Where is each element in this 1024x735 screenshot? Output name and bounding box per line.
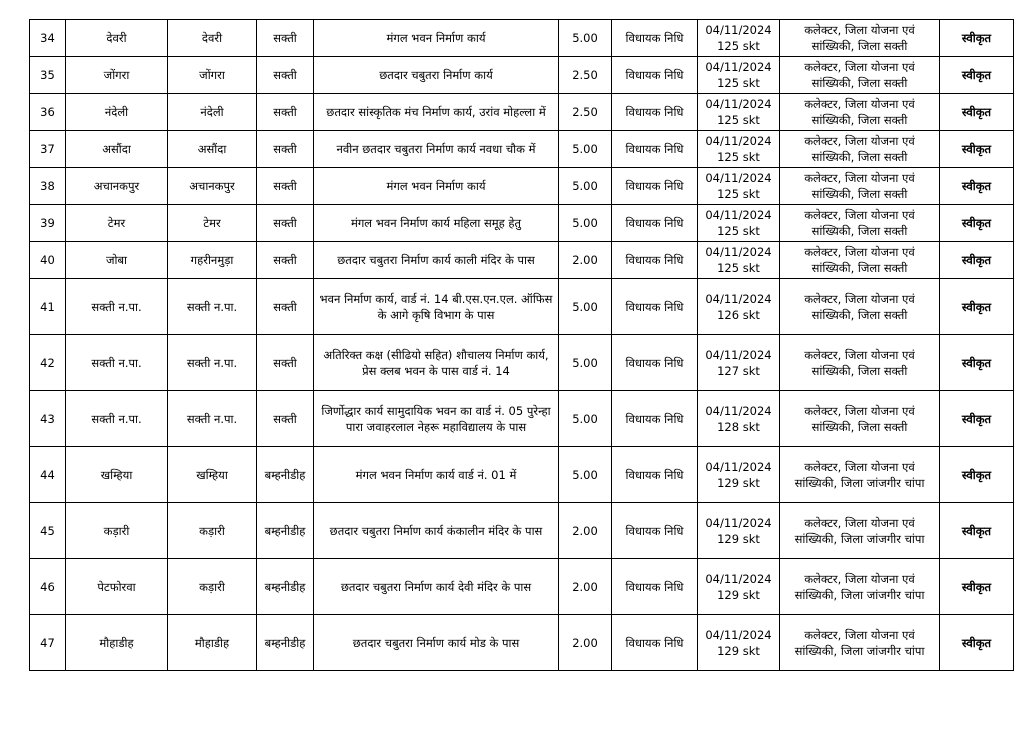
panchayat-cell: गहरीनमुड़ा bbox=[168, 242, 257, 279]
table-row bbox=[30, 57, 1014, 94]
status-cell: स्वीकृत bbox=[940, 168, 1014, 205]
status-cell: स्वीकृत bbox=[940, 335, 1014, 391]
block-cell: सक्ती bbox=[257, 131, 314, 168]
work-description-cell: छतदार चबुतरा निर्माण कार्य कंकालीन मंदिर के पास bbox=[314, 503, 559, 559]
serial-number-cell: 47 bbox=[30, 615, 66, 671]
serial-number-cell: 39 bbox=[30, 205, 66, 242]
block-cell: सक्ती bbox=[257, 168, 314, 205]
sanction-date-cell bbox=[698, 94, 780, 131]
status-cell: स्वीकृत bbox=[940, 503, 1014, 559]
block-cell: बम्हनीडीह bbox=[257, 503, 314, 559]
village-cell: पेटफोरवा bbox=[66, 559, 168, 615]
authority-cell: कलेक्टर, जिला योजना एवं सांख्यिकी, जिला सक्ती bbox=[780, 57, 940, 94]
block-cell: सक्ती bbox=[257, 391, 314, 447]
fund-source-cell: विधायक निधि bbox=[612, 131, 698, 168]
sanction-date-cell bbox=[698, 57, 780, 94]
sanction-date: 04/11/2024 bbox=[705, 60, 772, 74]
sanction-date-cell bbox=[698, 168, 780, 205]
block-cell: सक्ती bbox=[257, 94, 314, 131]
panchayat-cell: कड़ारी bbox=[168, 503, 257, 559]
order-number: 129 skt bbox=[717, 643, 760, 658]
work-description-cell: छतदार चबुतरा निर्माण कार्य bbox=[314, 57, 559, 94]
amount-cell: 2.50 bbox=[559, 57, 612, 94]
panchayat-cell: कड़ारी bbox=[168, 559, 257, 615]
block-cell: सक्ती bbox=[257, 335, 314, 391]
fund-source-cell: विधायक निधि bbox=[612, 20, 698, 57]
sanction-date: 04/11/2024 bbox=[705, 245, 772, 259]
fund-source-cell: विधायक निधि bbox=[612, 503, 698, 559]
serial-number-cell: 42 bbox=[30, 335, 66, 391]
authority-cell: कलेक्टर, जिला योजना एवं सांख्यिकी, जिला सक्ती bbox=[780, 335, 940, 391]
sanction-date-cell bbox=[698, 447, 780, 503]
block-cell: सक्ती bbox=[257, 242, 314, 279]
block-cell: बम्हनीडीह bbox=[257, 615, 314, 671]
work-description-cell: जिर्णोद्धार कार्य सामुदायिक भवन का वार्ड नं. 05 पुरेन्हा पारा जवाहरलाल नेहरू महाविद्यालय के पास bbox=[314, 391, 559, 447]
amount-cell: 2.00 bbox=[559, 503, 612, 559]
table-row bbox=[30, 503, 1014, 559]
work-description-cell: मंगल भवन निर्माण कार्य महिला समूह हेतु bbox=[314, 205, 559, 242]
fund-source-cell: विधायक निधि bbox=[612, 279, 698, 335]
serial-number-cell: 38 bbox=[30, 168, 66, 205]
amount-cell: 5.00 bbox=[559, 131, 612, 168]
table-body bbox=[30, 20, 1014, 671]
order-number: 125 skt bbox=[717, 187, 760, 201]
panchayat-cell: सक्ती न.पा. bbox=[168, 391, 257, 447]
village-cell: टेमर bbox=[66, 205, 168, 242]
authority-cell: कलेक्टर, जिला योजना एवं सांख्यिकी, जिला सक्ती bbox=[780, 391, 940, 447]
sanction-date: 04/11/2024 bbox=[705, 291, 772, 306]
village-cell: खम्हिया bbox=[66, 447, 168, 503]
sanction-date-cell bbox=[698, 205, 780, 242]
fund-source-cell: विधायक निधि bbox=[612, 391, 698, 447]
table-row bbox=[30, 279, 1014, 335]
order-number: 125 skt bbox=[717, 150, 760, 164]
authority-cell: कलेक्टर, जिला योजना एवं सांख्यिकी, जिला सक्ती bbox=[780, 279, 940, 335]
sanction-date-cell bbox=[698, 503, 780, 559]
sanction-date-cell bbox=[698, 391, 780, 447]
village-cell: असौंदा bbox=[66, 131, 168, 168]
order-number: 125 skt bbox=[717, 224, 760, 238]
order-number: 129 skt bbox=[717, 475, 760, 490]
village-cell: नंदेली bbox=[66, 94, 168, 131]
table-row bbox=[30, 391, 1014, 447]
status-cell: स्वीकृत bbox=[940, 94, 1014, 131]
fund-source-cell: विधायक निधि bbox=[612, 168, 698, 205]
table-row bbox=[30, 94, 1014, 131]
order-number: 125 skt bbox=[717, 76, 760, 90]
panchayat-cell: असौंदा bbox=[168, 131, 257, 168]
village-cell: जोबा bbox=[66, 242, 168, 279]
village-cell: देवरी bbox=[66, 20, 168, 57]
village-cell: जोंगरा bbox=[66, 57, 168, 94]
work-description-cell: छतदार सांस्कृतिक मंच निर्माण कार्य, उरांव मोहल्ला में bbox=[314, 94, 559, 131]
panchayat-cell: अचानकपुर bbox=[168, 168, 257, 205]
status-cell: स्वीकृत bbox=[940, 615, 1014, 671]
sanction-date: 04/11/2024 bbox=[705, 134, 772, 148]
serial-number-cell: 41 bbox=[30, 279, 66, 335]
table-row bbox=[30, 615, 1014, 671]
status-cell: स्वीकृत bbox=[940, 279, 1014, 335]
sanction-date-cell bbox=[698, 279, 780, 335]
sanction-date-cell bbox=[698, 615, 780, 671]
status-cell: स्वीकृत bbox=[940, 559, 1014, 615]
status-cell: स्वीकृत bbox=[940, 447, 1014, 503]
sanction-date: 04/11/2024 bbox=[705, 571, 772, 586]
amount-cell: 5.00 bbox=[559, 168, 612, 205]
authority-cell: कलेक्टर, जिला योजना एवं सांख्यिकी, जिला सक्ती bbox=[780, 131, 940, 168]
fund-source-cell: विधायक निधि bbox=[612, 94, 698, 131]
amount-cell: 5.00 bbox=[559, 335, 612, 391]
sanction-date: 04/11/2024 bbox=[705, 347, 772, 362]
panchayat-cell: जोंगरा bbox=[168, 57, 257, 94]
status-cell: स्वीकृत bbox=[940, 20, 1014, 57]
authority-cell: कलेक्टर, जिला योजना एवं सांख्यिकी, जिला जांजगीर चांपा bbox=[780, 559, 940, 615]
amount-cell: 5.00 bbox=[559, 447, 612, 503]
status-cell: स्वीकृत bbox=[940, 205, 1014, 242]
village-cell: अचानकपुर bbox=[66, 168, 168, 205]
amount-cell: 2.50 bbox=[559, 94, 612, 131]
village-cell: सक्ती न.पा. bbox=[66, 391, 168, 447]
table-row bbox=[30, 242, 1014, 279]
block-cell: सक्ती bbox=[257, 20, 314, 57]
amount-cell: 5.00 bbox=[559, 391, 612, 447]
authority-cell: कलेक्टर, जिला योजना एवं सांख्यिकी, जिला सक्ती bbox=[780, 20, 940, 57]
sanction-date-cell bbox=[698, 242, 780, 279]
table-row bbox=[30, 335, 1014, 391]
order-number: 125 skt bbox=[717, 113, 760, 127]
panchayat-cell: देवरी bbox=[168, 20, 257, 57]
amount-cell: 2.00 bbox=[559, 242, 612, 279]
serial-number-cell: 43 bbox=[30, 391, 66, 447]
fund-source-cell: विधायक निधि bbox=[612, 559, 698, 615]
work-description-cell: छतदार चबुतरा निर्माण कार्य देवी मंदिर के पास bbox=[314, 559, 559, 615]
amount-cell: 5.00 bbox=[559, 205, 612, 242]
sanction-date-cell bbox=[698, 131, 780, 168]
order-number: 128 skt bbox=[717, 419, 760, 434]
village-cell: मौहाडीह bbox=[66, 615, 168, 671]
panchayat-cell: नंदेली bbox=[168, 94, 257, 131]
fund-source-cell: विधायक निधि bbox=[612, 615, 698, 671]
sanction-date-cell bbox=[698, 20, 780, 57]
sanction-date: 04/11/2024 bbox=[705, 23, 772, 37]
amount-cell: 2.00 bbox=[559, 615, 612, 671]
table-row bbox=[30, 20, 1014, 57]
sanction-date: 04/11/2024 bbox=[705, 627, 772, 642]
authority-cell: कलेक्टर, जिला योजना एवं सांख्यिकी, जिला सक्ती bbox=[780, 242, 940, 279]
serial-number-cell: 36 bbox=[30, 94, 66, 131]
order-number: 129 skt bbox=[717, 587, 760, 602]
work-description-cell: मंगल भवन निर्माण कार्य वार्ड नं. 01 में bbox=[314, 447, 559, 503]
status-cell: स्वीकृत bbox=[940, 242, 1014, 279]
status-cell: स्वीकृत bbox=[940, 57, 1014, 94]
serial-number-cell: 46 bbox=[30, 559, 66, 615]
sanction-date: 04/11/2024 bbox=[705, 515, 772, 530]
work-description-cell: भवन निर्माण कार्य, वार्ड नं. 14 बी.एस.एन.एल. ऑफिस के आगे कृषि विभाग के पास bbox=[314, 279, 559, 335]
serial-number-cell: 40 bbox=[30, 242, 66, 279]
order-number: 125 skt bbox=[717, 39, 760, 53]
block-cell: सक्ती bbox=[257, 57, 314, 94]
fund-source-cell: विधायक निधि bbox=[612, 335, 698, 391]
sanction-date-cell bbox=[698, 335, 780, 391]
order-number: 127 skt bbox=[717, 363, 760, 378]
serial-number-cell: 35 bbox=[30, 57, 66, 94]
amount-cell: 2.00 bbox=[559, 559, 612, 615]
village-cell: कड़ारी bbox=[66, 503, 168, 559]
panchayat-cell: टेमर bbox=[168, 205, 257, 242]
panchayat-cell: खम्हिया bbox=[168, 447, 257, 503]
fund-source-cell: विधायक निधि bbox=[612, 447, 698, 503]
authority-cell: कलेक्टर, जिला योजना एवं सांख्यिकी, जिला जांजगीर चांपा bbox=[780, 503, 940, 559]
amount-cell: 5.00 bbox=[559, 279, 612, 335]
sanction-date: 04/11/2024 bbox=[705, 208, 772, 222]
serial-number-cell: 45 bbox=[30, 503, 66, 559]
block-cell: सक्ती bbox=[257, 279, 314, 335]
table-row bbox=[30, 447, 1014, 503]
work-description-cell: नवीन छतदार चबुतरा निर्माण कार्य नवधा चौक में bbox=[314, 131, 559, 168]
serial-number-cell: 37 bbox=[30, 131, 66, 168]
order-number: 125 skt bbox=[717, 261, 760, 275]
table-row bbox=[30, 168, 1014, 205]
village-cell: सक्ती न.पा. bbox=[66, 335, 168, 391]
work-description-cell: अतिरिक्त कक्ष (सीढियो सहित) शौचालय निर्माण कार्य, प्रेस क्लब भवन के पास वार्ड नं. 14 bbox=[314, 335, 559, 391]
status-cell: स्वीकृत bbox=[940, 391, 1014, 447]
status-cell: स्वीकृत bbox=[940, 131, 1014, 168]
table-row bbox=[30, 131, 1014, 168]
table-row bbox=[30, 205, 1014, 242]
panchayat-cell: मौहाडीह bbox=[168, 615, 257, 671]
village-cell: सक्ती न.पा. bbox=[66, 279, 168, 335]
work-description-cell: छतदार चबुतरा निर्माण कार्य मोड के पास bbox=[314, 615, 559, 671]
sanction-date: 04/11/2024 bbox=[705, 459, 772, 474]
authority-cell: कलेक्टर, जिला योजना एवं सांख्यिकी, जिला सक्ती bbox=[780, 94, 940, 131]
work-description-cell: छतदार चबुतरा निर्माण कार्य काली मंदिर के पास bbox=[314, 242, 559, 279]
sanction-date: 04/11/2024 bbox=[705, 97, 772, 111]
sanction-date: 04/11/2024 bbox=[705, 171, 772, 185]
fund-source-cell: विधायक निधि bbox=[612, 242, 698, 279]
order-number: 129 skt bbox=[717, 531, 760, 546]
fund-source-cell: विधायक निधि bbox=[612, 205, 698, 242]
amount-cell: 5.00 bbox=[559, 20, 612, 57]
serial-number-cell: 44 bbox=[30, 447, 66, 503]
authority-cell: कलेक्टर, जिला योजना एवं सांख्यिकी, जिला जांजगीर चांपा bbox=[780, 447, 940, 503]
order-number: 126 skt bbox=[717, 307, 760, 322]
table-row bbox=[30, 559, 1014, 615]
sanction-date-cell bbox=[698, 559, 780, 615]
authority-cell: कलेक्टर, जिला योजना एवं सांख्यिकी, जिला सक्ती bbox=[780, 168, 940, 205]
sanction-date: 04/11/2024 bbox=[705, 403, 772, 418]
panchayat-cell: सक्ती न.पा. bbox=[168, 335, 257, 391]
work-description-cell: मंगल भवन निर्माण कार्य bbox=[314, 168, 559, 205]
works-table bbox=[29, 19, 1014, 671]
block-cell: सक्ती bbox=[257, 205, 314, 242]
block-cell: बम्हनीडीह bbox=[257, 559, 314, 615]
serial-number-cell: 34 bbox=[30, 20, 66, 57]
authority-cell: कलेक्टर, जिला योजना एवं सांख्यिकी, जिला जांजगीर चांपा bbox=[780, 615, 940, 671]
panchayat-cell: सक्ती न.पा. bbox=[168, 279, 257, 335]
fund-source-cell: विधायक निधि bbox=[612, 57, 698, 94]
work-description-cell: मंगल भवन निर्माण कार्य bbox=[314, 20, 559, 57]
authority-cell: कलेक्टर, जिला योजना एवं सांख्यिकी, जिला सक्ती bbox=[780, 205, 940, 242]
block-cell: बम्हनीडीह bbox=[257, 447, 314, 503]
